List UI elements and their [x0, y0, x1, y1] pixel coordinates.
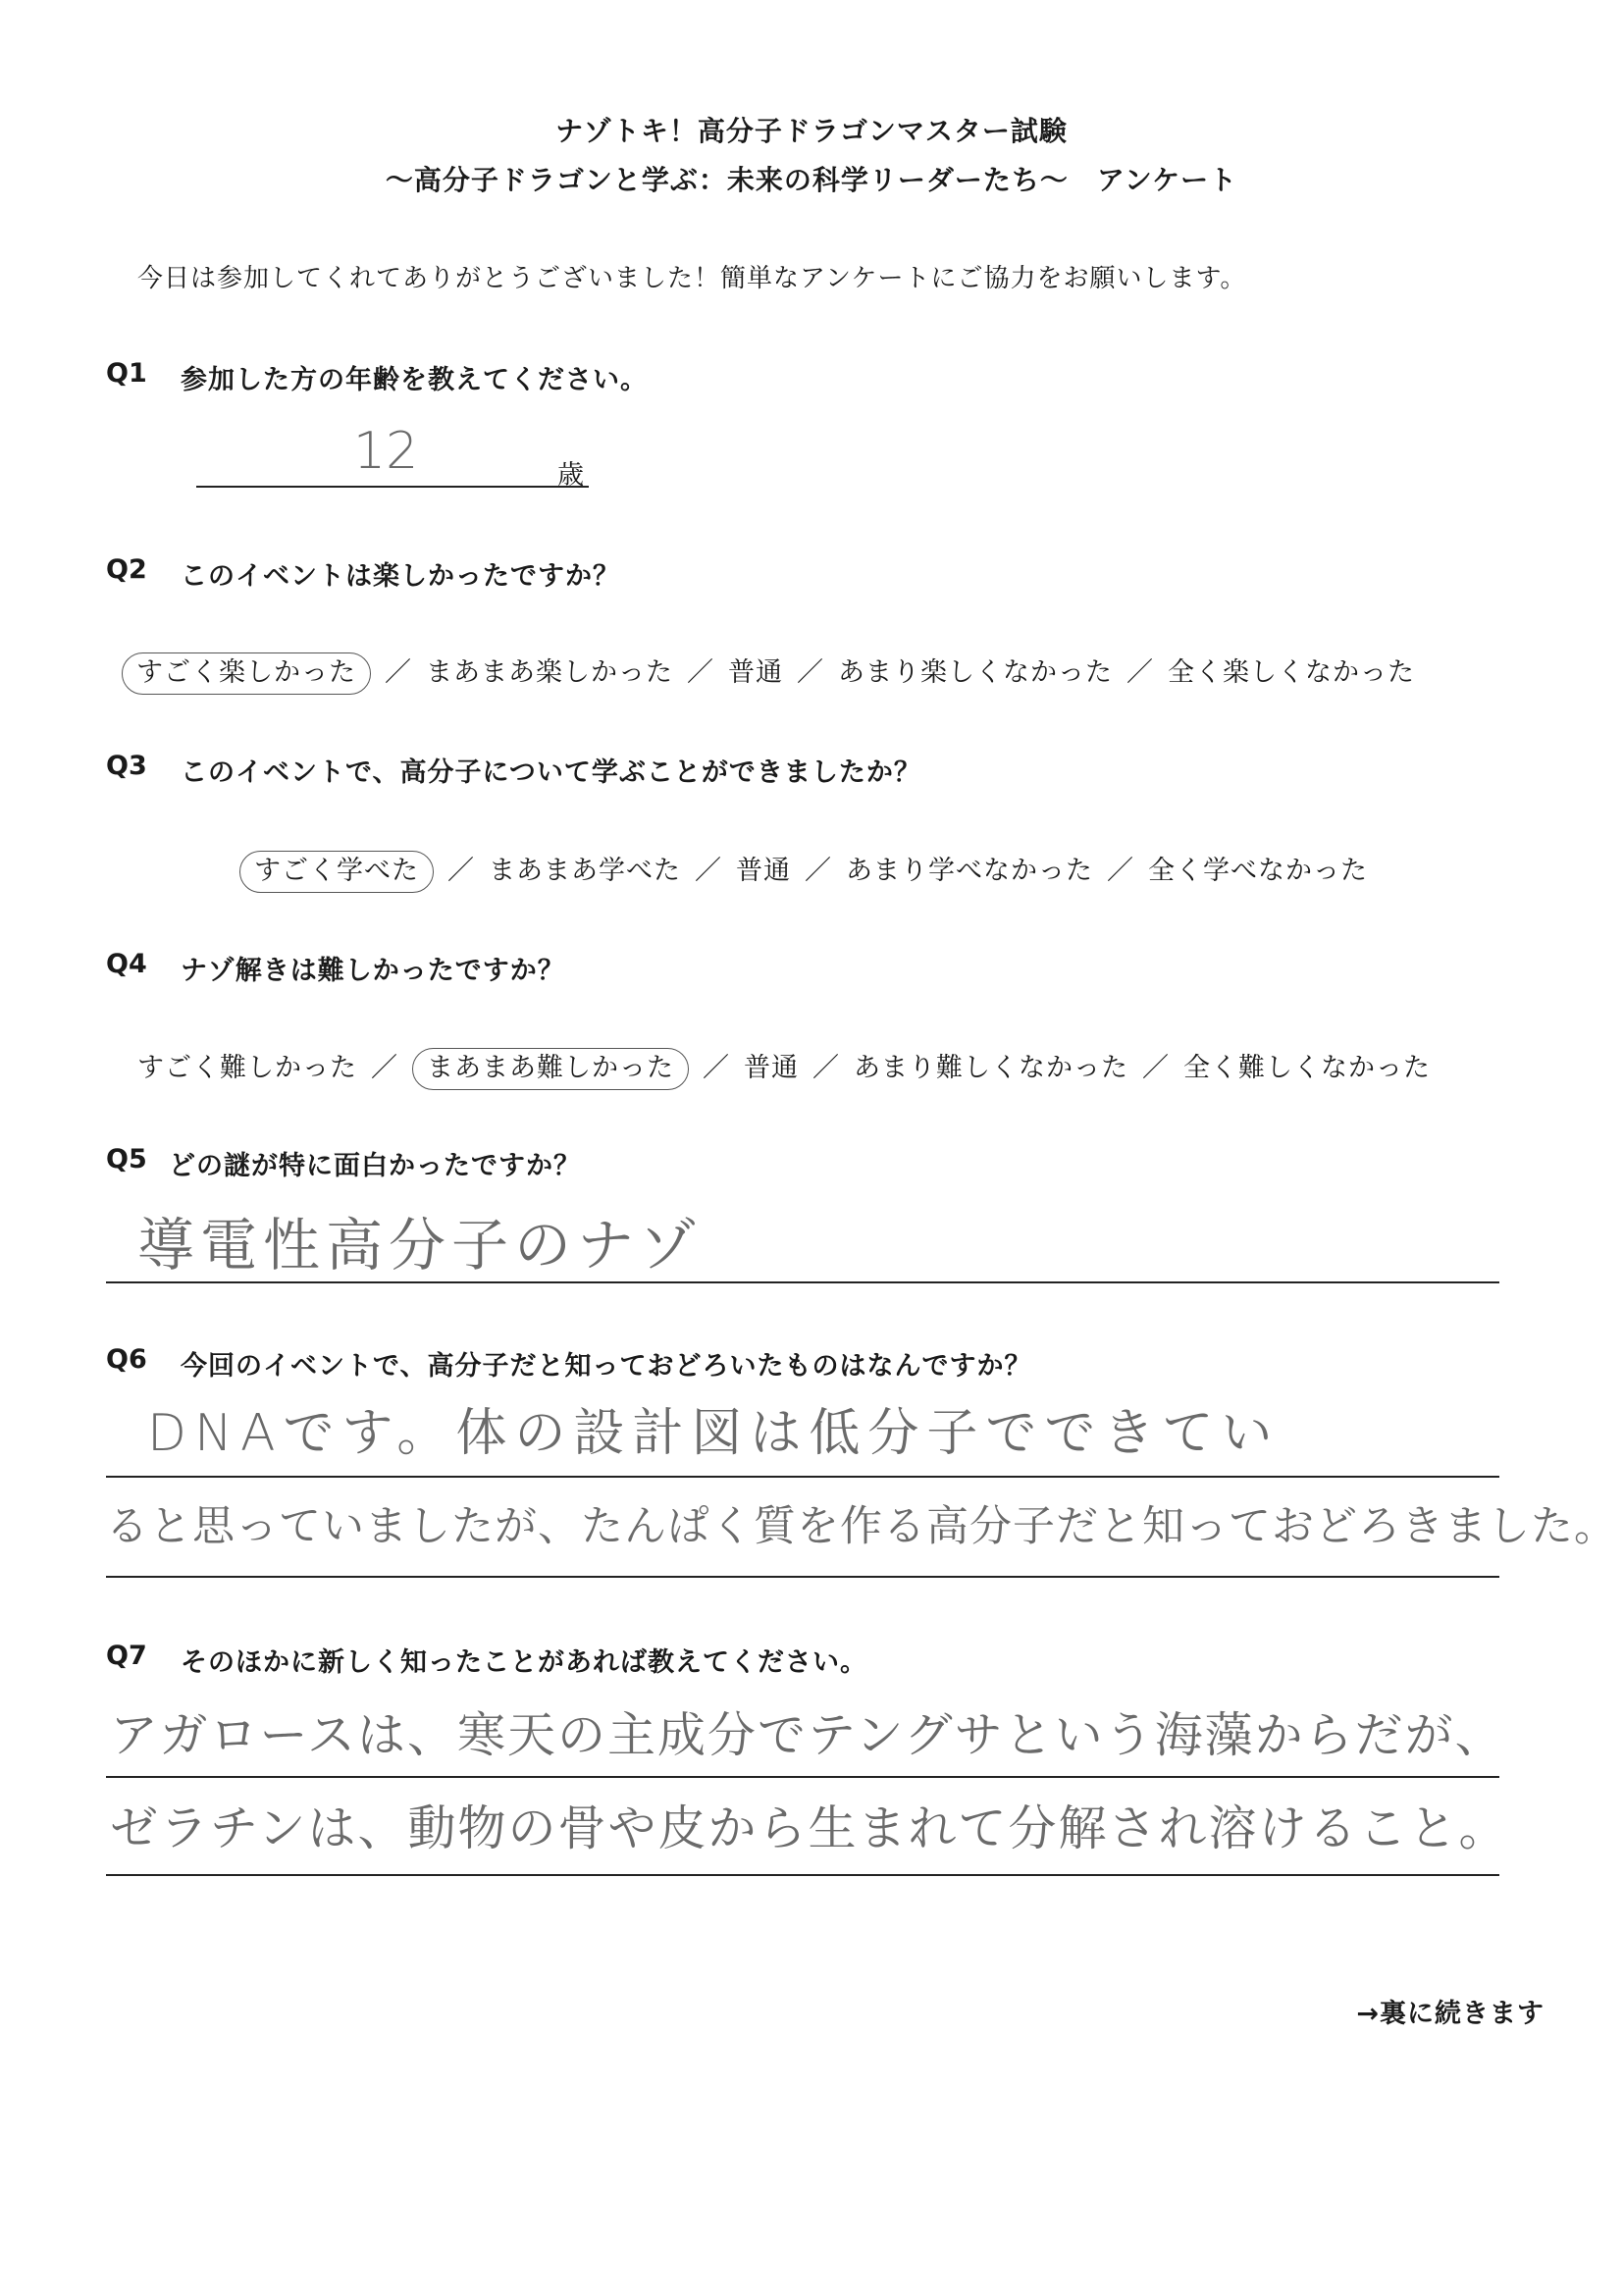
q4-option[interactable]: 普通 [744, 1053, 799, 1083]
q6-answer-rule-2 [106, 1576, 1499, 1578]
q4-options [137, 1046, 1431, 1084]
q5-answer-line [106, 1281, 1499, 1283]
q3-option[interactable]: まあまあ学べた [489, 856, 681, 886]
separator: ／ [695, 856, 722, 886]
q2-option[interactable]: まあまあ楽しかった [426, 657, 673, 688]
separator: ／ [805, 856, 832, 886]
separator: ／ [371, 1053, 398, 1083]
separator: ／ [1126, 657, 1154, 688]
q7-answer-rule-2 [106, 1874, 1499, 1876]
q3-options [239, 849, 1368, 887]
q4-option[interactable]: あまり難しくなかった [854, 1053, 1128, 1083]
q2-option[interactable]: あまり楽しくなかった [838, 657, 1113, 688]
survey-title: ナゾトキ！高分子ドラゴンマスター試験 [555, 115, 1068, 147]
q3-option[interactable]: あまり学べなかった [846, 856, 1093, 886]
q7-number: Q7 [106, 1641, 147, 1671]
separator: ／ [1142, 1053, 1170, 1083]
continue-on-back-note: →裏に続きます [1356, 1999, 1544, 2029]
q6-question: 今回のイベントで、高分子だと知っておどろいたものはなんですか？ [181, 1351, 1032, 1382]
q2-number: Q2 [106, 554, 147, 585]
q1-unit: 歳 [557, 460, 584, 491]
q7-question: そのほかに新しく知ったことがあれば教えてください。 [181, 1647, 867, 1678]
q1-question: 参加した方の年齢を教えてください。 [181, 365, 648, 395]
separator: ／ [385, 657, 412, 688]
q4-option-selected[interactable]: まあまあ難しかった [412, 1048, 689, 1090]
survey-subtitle: 〜高分子ドラゴンと学ぶ：未来の科学リーダーたち〜 アンケート [385, 164, 1238, 196]
q7-answer-line2: ゼラチンは、動物の骨や皮から生まれて分解され溶けること。 [110, 1800, 1509, 1856]
intro-text: 今日は参加してくれてありがとうございました！簡単なアンケートにご協力をお願いします。 [137, 264, 1247, 293]
separator: ／ [812, 1053, 840, 1083]
q3-number: Q3 [106, 751, 147, 781]
q1-number: Q1 [106, 358, 147, 389]
separator: ／ [703, 1053, 730, 1083]
q4-number: Q4 [106, 949, 147, 979]
q3-option[interactable]: 普通 [736, 856, 791, 886]
q2-option[interactable]: 普通 [728, 657, 783, 688]
q4-option[interactable]: 全く難しくなかった [1183, 1053, 1431, 1083]
q5-answer: 導電性高分子のナゾ [137, 1212, 703, 1278]
q7-answer-line1: アガロースは、寒天の主成分でテングサという海藻からだが、 [110, 1707, 1505, 1763]
separator: ／ [447, 856, 475, 886]
q6-answer-line1: DNAです。体の設計図は低分子でできてい [147, 1404, 1281, 1463]
q3-option[interactable]: 全く学べなかった [1148, 856, 1368, 886]
q6-number: Q6 [106, 1344, 147, 1375]
q2-question: このイベントは楽しかったですか？ [181, 561, 620, 592]
q4-question: ナゾ解きは難しかったですか？ [181, 956, 565, 986]
q6-answer-line2: ると思っていましたが、たんぱく質を作る高分子だと知っておどろきました。 [106, 1502, 1617, 1551]
q1-answer-line [196, 486, 589, 488]
q3-question: このイベントで、高分子について学ぶことができましたか？ [181, 757, 921, 788]
q2-option-selected[interactable]: すごく楽しかった [122, 652, 371, 695]
separator: ／ [1107, 856, 1134, 886]
q4-option[interactable]: すごく難しかった [137, 1053, 357, 1083]
q5-question: どの謎が特に面白かったですか？ [169, 1151, 581, 1181]
separator: ／ [687, 657, 714, 688]
separator: ／ [797, 657, 824, 688]
q1-age-answer: 12 [353, 422, 419, 481]
q2-options [122, 651, 1415, 689]
q2-option[interactable]: 全く楽しくなかった [1168, 657, 1415, 688]
q6-answer-rule-1 [106, 1476, 1499, 1478]
q3-option-selected[interactable]: すごく学べた [239, 851, 434, 893]
q5-number: Q5 [106, 1144, 147, 1174]
q7-answer-rule-1 [106, 1776, 1499, 1778]
